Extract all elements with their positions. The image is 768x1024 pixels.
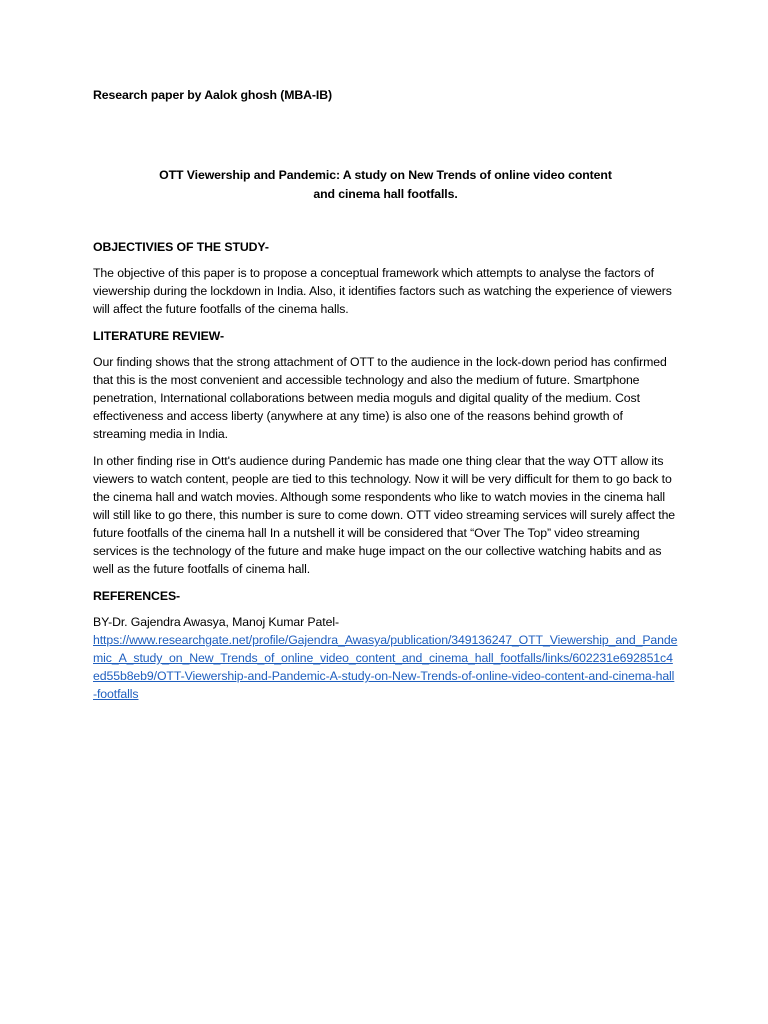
objectives-heading: OBJECTIVIES OF THE STUDY- [93, 240, 269, 254]
title-line-2: and cinema hall footfalls. [313, 187, 458, 201]
paper-title [93, 166, 678, 204]
references-heading: REFERENCES- [93, 589, 181, 603]
literature-paragraph-2: In other finding rise in Ott's audience during Pandemic has made one thing clear that the way OTT allow its viewers to watch content, people are tied to this technology. Now it will be very difficult for them to go back to the cinema hall and watch movies. Although some respondents who like to watch movies in the cinema hall will still like to go there, this number is sure to come down. OTT video streaming services will surely affect the future footfalls of the cinema hall In a nutshell it will be considered that “Over The Top” video streaming services is the technology of the future and make huge impact on the our collective watching habits and as well as the future footfalls of cinema hall. [93, 454, 676, 576]
objectives-paragraph: The objective of this paper is to propose a conceptual framework which attempts to analyse the factors of viewership during the lockdown in India. Also, it identifies factors such as watching the experience of viewers will affect the future footfalls of the cinema halls. [93, 266, 672, 316]
literature-paragraph-1: Our finding shows that the strong attachment of OTT to the audience in the lock-down period has confirmed that this is the most convenient and accessible technology and also the medium of future. Smartphone penetration, International collaborations between media moguls and digital quality of the medium. Cost effectiveness and access liberty (anywhere at any time) is also one of the reasons behind growth of streaming media in India. [93, 355, 667, 441]
document-page [93, 86, 678, 703]
reference-authors: BY-Dr. Gajendra Awasya, Manoj Kumar Patel- [93, 615, 339, 629]
reference-link[interactable]: https://www.researchgate.net/profile/Gajendra_Awasya/publication/349136247_OTT_Viewership_and_Pandemic_A_study_on_New_Trends_of_online_video_content_and_cinema_hall_footfalls/links/602231e692851c4ed55b8eb9/OTT-Viewership-and-Pandemic-A-study-on-New-Trends-of-online-video-content-and-cinema-hall-footfalls [93, 633, 678, 701]
author-line: Research paper by Aalok ghosh (MBA-IB) [93, 88, 332, 102]
literature-review-heading: LITERATURE REVIEW- [93, 329, 224, 343]
title-line-1: OTT Viewership and Pandemic: A study on New Trends of online video content [159, 168, 612, 182]
